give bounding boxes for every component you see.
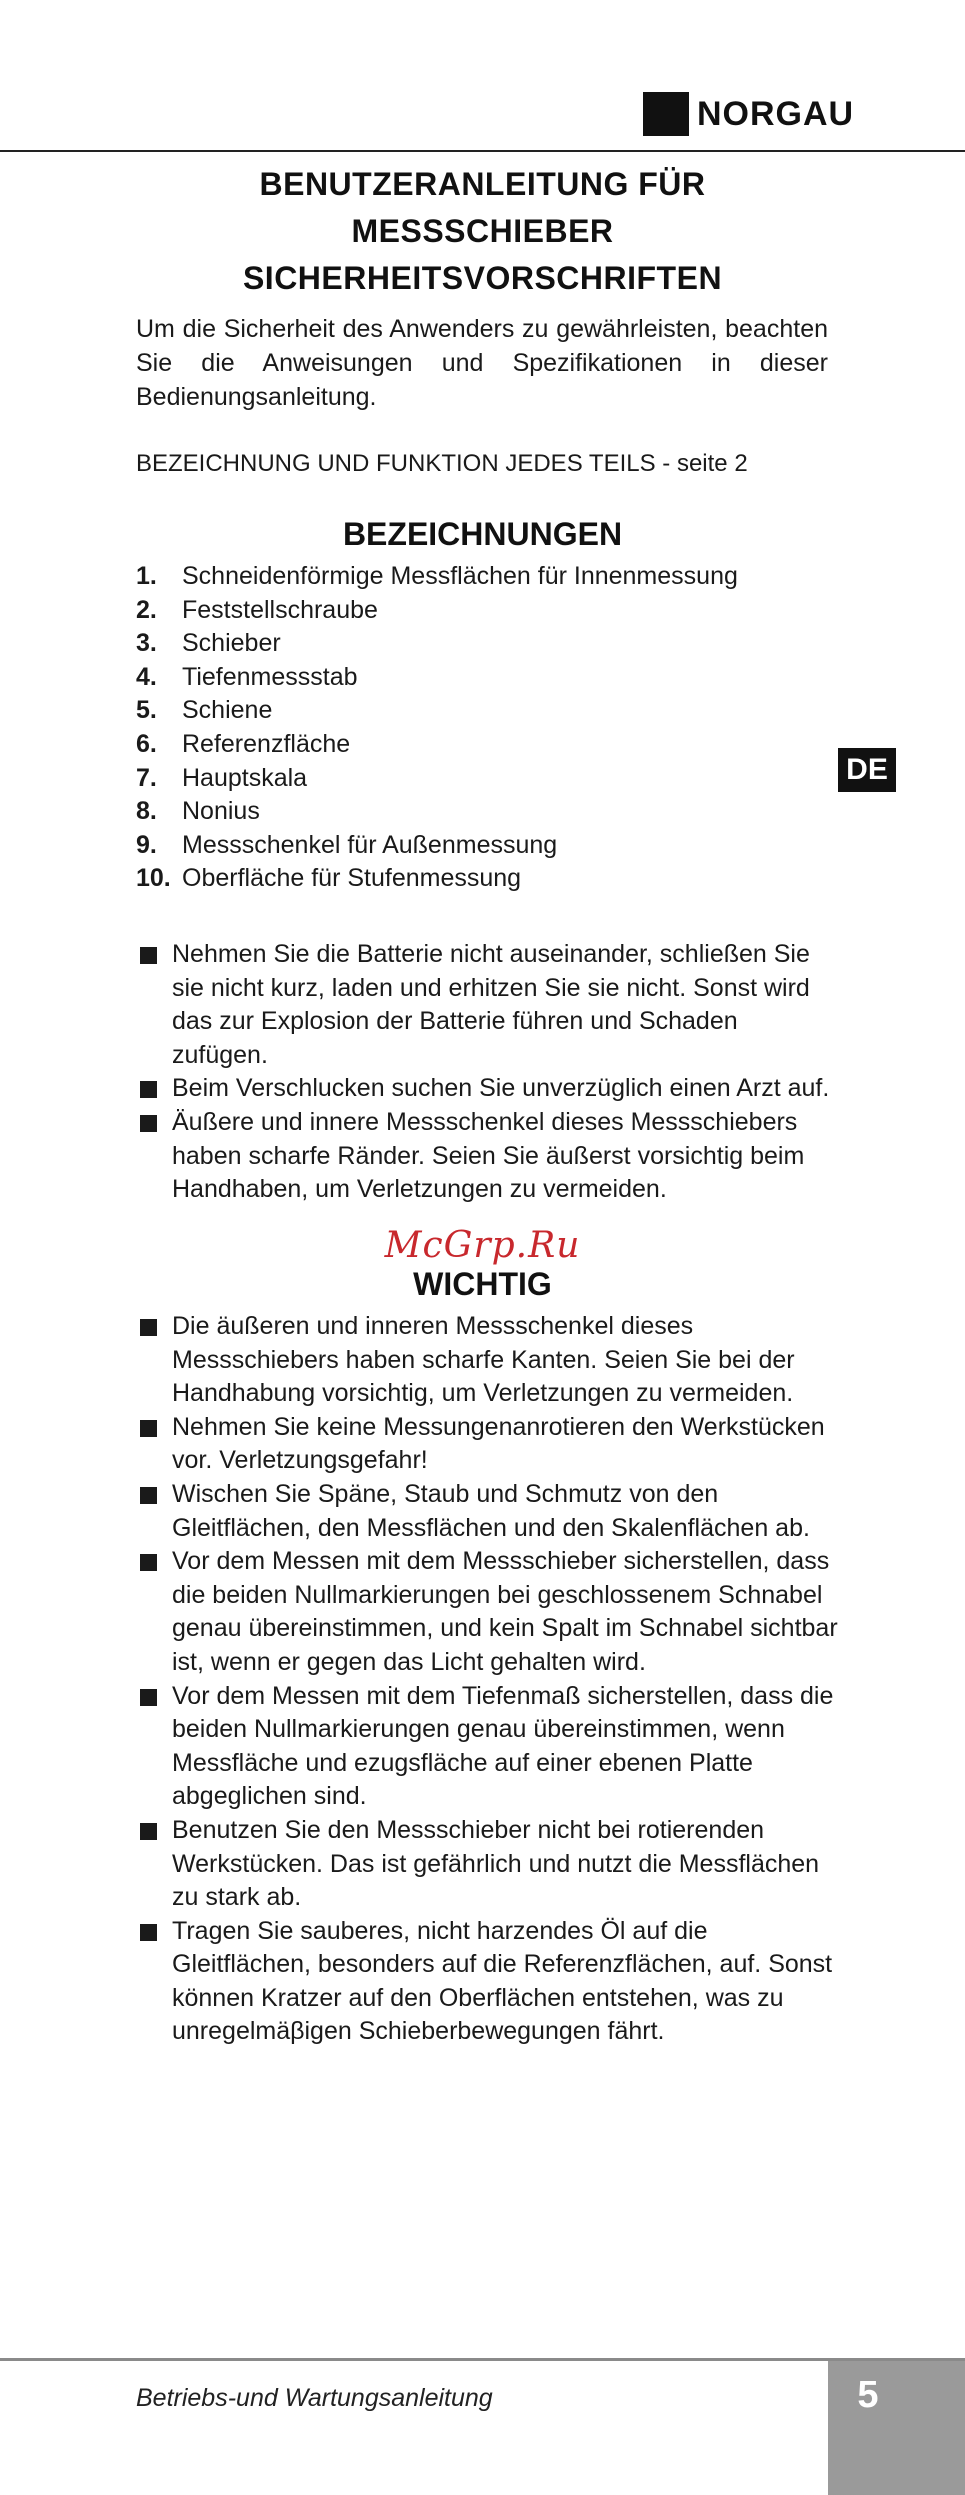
item-number: 2. (136, 595, 157, 624)
bullet-square-icon (140, 1924, 157, 1941)
item-number: 3. (136, 629, 157, 658)
item-text: Tiefenmessstab (182, 662, 358, 691)
designations-list (136, 560, 738, 896)
list-item (140, 1545, 840, 1679)
bullet-square-icon (140, 1420, 157, 1437)
item-number: 1. (136, 562, 157, 590)
bullet-square-icon (140, 947, 157, 964)
list-item (136, 795, 738, 829)
bullet-text: Vor dem Messen mit dem Messschieber sicherstellen, dass die beiden Nullmarkierungen bei geschlossenem Schnabel genau übereinstimmen, und kein Spalt im Schnabel sichtbar ist, wenn er gegen das Licht gehalten wird. (172, 1547, 838, 1676)
bullet-text: Tragen Sie sauberes, nicht harzendes Öl auf die Gleitflächen, besonders auf die Referenzflächen, auf. Sonst können Kratzer auf den Oberflächen entstehen, was zu unregelmäβigen Schieberbewegungen fährt. (172, 1916, 833, 2046)
bullet-square-icon (140, 1081, 157, 1098)
item-text: Schiene (182, 696, 273, 725)
item-number: 10. (136, 864, 171, 893)
list-item (140, 938, 840, 1072)
item-number: 8. (136, 797, 157, 826)
item-number: 4. (136, 662, 157, 691)
bullet-text: Beim Verschlucken suchen Sie unverzüglich einen Arzt auf. (172, 1074, 830, 1103)
parts-reference: BEZEICHNUNG UND FUNKTION JEDES TEILS - seite 2 (136, 450, 748, 477)
item-number: 5. (136, 696, 157, 725)
list-item (140, 1680, 840, 1814)
item-text: Feststellschraube (182, 595, 378, 624)
bullet-text: Vor dem Messen mit dem Tiefenmaß sicherstellen, dass die beiden Nullmarkierungen genau übereinstimmen, wenn Messfläche und ezugsfläche auf einer ebenen Platte abgeglichen sind. (172, 1681, 834, 1811)
bullet-square-icon (140, 1689, 157, 1706)
brand-name: NORGAU (697, 95, 855, 133)
logo-square-icon (643, 92, 689, 136)
watermark: McGrp.Ru (384, 1225, 581, 1266)
language-badge: DE (838, 748, 896, 792)
list-item (136, 594, 738, 628)
designations-heading: BEZEICHNUNGEN (342, 516, 623, 552)
bullet-text: Die äußeren und inneren Messschenkel dieses Messschiebers haben scharfe Kanten. Seien Sie bei der Handhabung vorsichtig, um Verletzungen zu vermeiden. (172, 1312, 795, 1408)
bullet-square-icon (140, 1319, 157, 1336)
intro-paragraph: Um die Sicherheit des Anwenders zu gewährleisten, beachten Sie die Anweisungen und Spezifikationen in dieser Bedienungsanleitung. (136, 315, 828, 411)
bullet-square-icon (140, 1554, 157, 1571)
bullet-text: Wischen Sie Späne, Staub und Schmutz von den Gleitflächen, den Messflächen und den Skalenflächen ab. (172, 1479, 810, 1542)
list-item (140, 1814, 840, 1915)
important-bullet-list (140, 1310, 840, 2049)
item-number: 9. (136, 830, 157, 859)
list-item (136, 862, 738, 896)
list-item (136, 661, 738, 695)
list-item (136, 627, 738, 661)
title-line-3: SICHERHEITSVORSCHRIFTEN (242, 260, 723, 296)
list-item (136, 728, 738, 762)
footer-title: Betriebs-und Wartungsanleitung (136, 2384, 493, 2412)
title-line-2: MESSSCHIEBER (351, 213, 614, 249)
list-item (140, 1310, 840, 1411)
list-item (140, 1106, 840, 1207)
item-text: Schneidenförmige Messflächen für Innenmessung (182, 562, 738, 590)
list-item (136, 762, 738, 796)
title-line-1: BENUTZERANLEITUNG FÜR (259, 166, 706, 202)
list-item (140, 1072, 840, 1106)
list-item (140, 1915, 840, 2049)
item-number: 7. (136, 763, 157, 792)
item-text: Schieber (182, 629, 281, 658)
list-item (140, 1411, 840, 1478)
bullet-text: Nehmen Sie keine Messungenanrotieren den Werkstücken vor. Verletzungsgefahr! (172, 1412, 825, 1475)
item-text: Referenzfläche (182, 729, 351, 758)
item-text: Nonius (182, 797, 260, 826)
item-number: 6. (136, 729, 157, 758)
item-text: Oberfläche für Stufenmessung (182, 864, 522, 893)
page-number: 5 (857, 2374, 879, 2416)
important-heading: WICHTIG (413, 1266, 552, 1302)
item-text: Messschenkel für Außenmessung (182, 830, 558, 859)
list-item (136, 560, 738, 594)
brand-logo (643, 92, 854, 136)
item-text: Hauptskala (182, 763, 308, 792)
footer-divider (0, 2358, 965, 2361)
list-item (136, 694, 738, 728)
bullet-text: Nehmen Sie die Batterie nicht auseinander, schließen Sie sie nicht kurz, laden und erhitzen Sie sie nicht. Sonst wird das zur Explosion der Batterie führen und Schaden zufügen. (172, 940, 810, 1069)
header-divider (0, 150, 965, 152)
list-item (136, 829, 738, 863)
bullet-square-icon (140, 1823, 157, 1840)
bullet-square-icon (140, 1487, 157, 1504)
bullet-text: Benutzen Sie den Messschieber nicht bei rotierenden Werkstücken. Das ist gefährlich und nutzt die Messflächen zu stark ab. (172, 1815, 820, 1912)
safety-bullet-list (140, 938, 840, 1207)
list-item (140, 1478, 840, 1545)
bullet-text: Äußere und innere Messschenkel dieses Messschiebers haben scharfe Ränder. Seien Sie äußerst vorsichtig beim Handhaben, um Verletzungen zu vermeiden. (172, 1107, 805, 1204)
bullet-square-icon (140, 1115, 157, 1132)
